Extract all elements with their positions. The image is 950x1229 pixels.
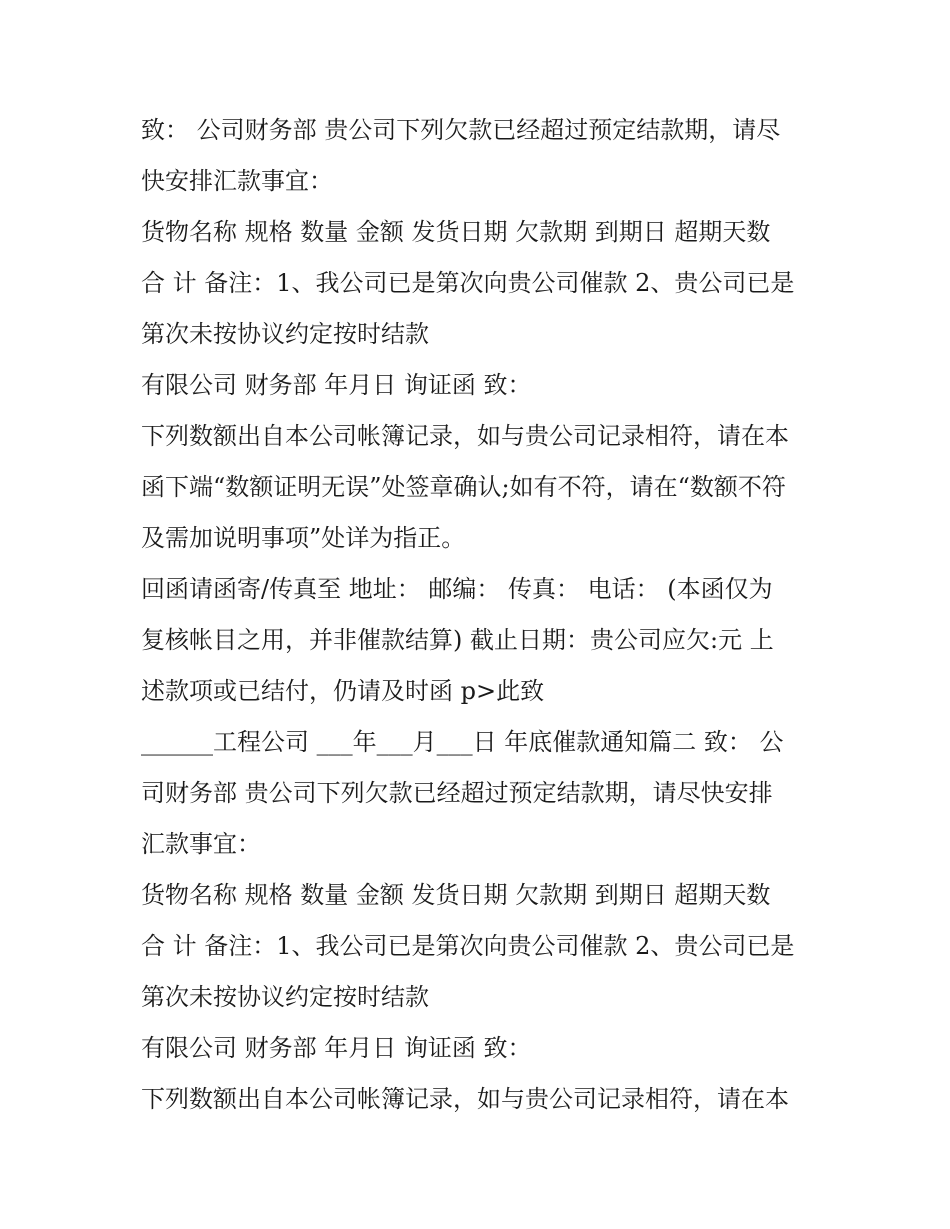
text-line: 货物名称 规格 数量 金额 发货日期 欠款期 到期日 超期天数	[141, 218, 771, 246]
text-line: 司财务部 贵公司下列欠款已经超过预定结款期，请尽快安排	[141, 779, 773, 807]
text-line: 货物名称 规格 数量 金额 发货日期 欠款期 到期日 超期天数	[141, 881, 771, 909]
text-line: 有限公司 财务部 年月日 询证函 致：	[141, 371, 532, 399]
text-line: 述款项或已结付，仍请及时函 p>此致	[141, 677, 545, 705]
text-line: ______工程公司 ___年___月___日 年底催款通知篇二 致： 公	[141, 728, 784, 756]
text-line: 下列数额出自本公司帐簿记录，如与贵公司记录相符，请在本	[141, 1085, 789, 1113]
text-line: 快安排汇款事宜：	[141, 167, 333, 195]
text-line: 下列数额出自本公司帐簿记录，如与贵公司记录相符，请在本	[141, 422, 789, 450]
text-line: 第次未按协议约定按时结款	[141, 320, 429, 348]
text-line: 及需加说明事项”处详为指正。	[141, 524, 466, 552]
text-line: 合 计 备注：1、我公司已是第次向贵公司催款 2、贵公司已是	[141, 269, 795, 297]
text-line: 有限公司 财务部 年月日 询证函 致：	[141, 1034, 532, 1062]
text-line: 合 计 备注：1、我公司已是第次向贵公司催款 2、贵公司已是	[141, 932, 795, 960]
text-line: 汇款事宜：	[141, 830, 261, 858]
text-line: 致： 公司财务部 贵公司下列欠款已经超过预定结款期，请尽	[141, 116, 781, 144]
text-line: 第次未按协议约定按时结款	[141, 983, 429, 1011]
text-line: 复核帐目之用，并非催款结算) 截止日期：贵公司应欠:元 上	[141, 626, 774, 654]
text-line: 函下端“数额证明无误”处签章确认;如有不符，请在“数额不符	[141, 473, 786, 501]
text-line: 回函请函寄/传真至 地址： 邮编： 传真： 电话： (本函仅为	[141, 575, 773, 603]
